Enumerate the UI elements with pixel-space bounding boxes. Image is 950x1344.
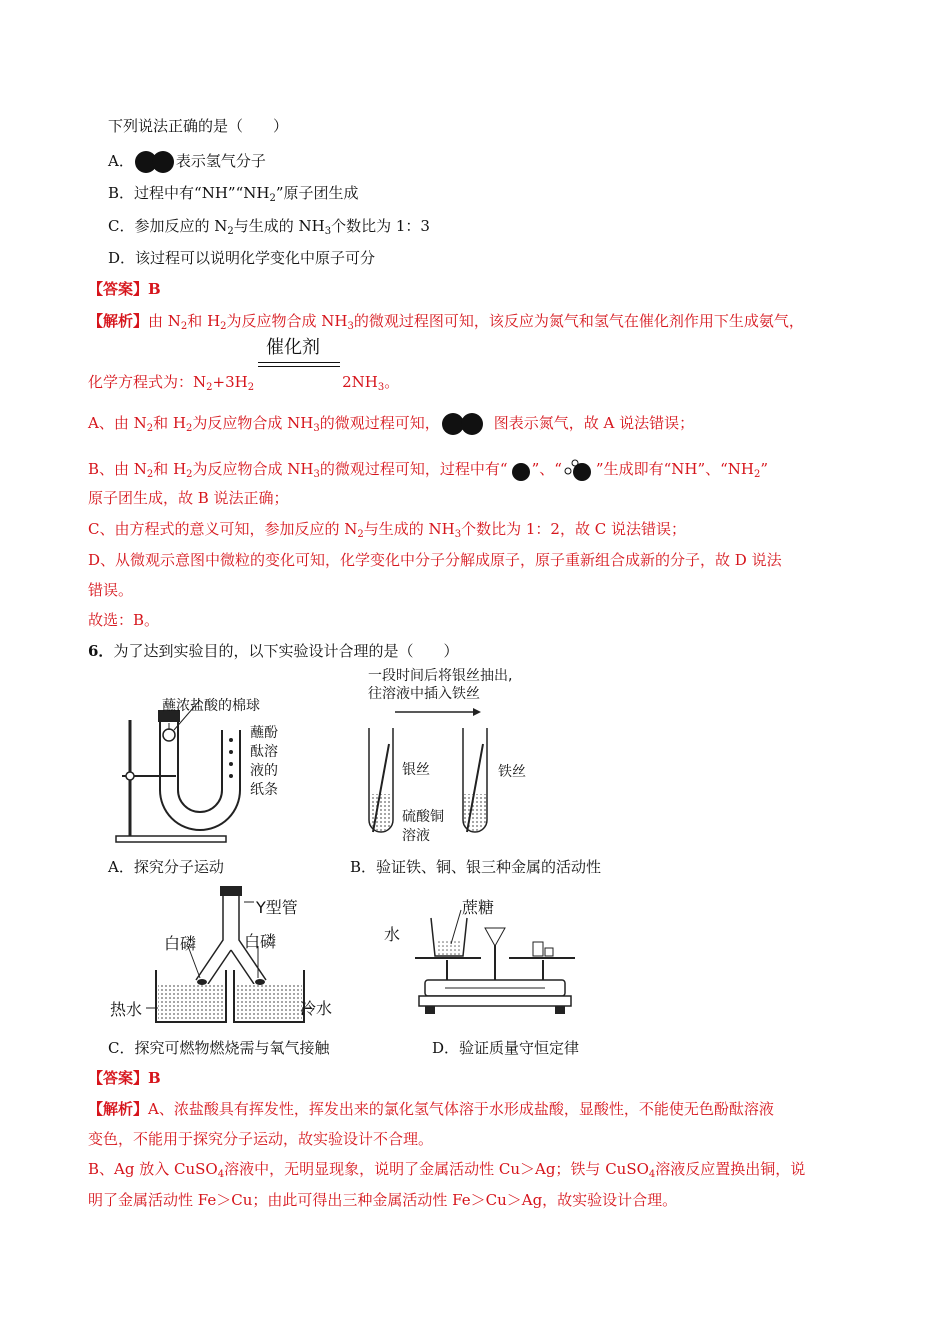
figure-d-balance xyxy=(405,900,585,1030)
catalyst-label: 催化剂 xyxy=(266,337,320,358)
q5-option-a: A． 表示氢气分子 xyxy=(108,149,266,175)
figure-b-label-silver: 银丝 xyxy=(402,762,430,778)
q6-explanation-a2: 变色，不能用于探究分子运动，故实验设计不合理。 xyxy=(88,1130,434,1148)
figure-c-label-phosphorus-2: 白磷 xyxy=(244,932,277,951)
q6-answer: 【答案】B xyxy=(88,1069,161,1087)
nitrogen-molecule-icon xyxy=(440,411,488,437)
figure-c-label-ytube: Y型管 xyxy=(256,898,298,917)
q5-explanation-b1: B、由 $N_2$和 $H_2$为反应物合成 $NH_3$的微观过程可知，过程中有“ ”、“ ”生成即有“NH”、“$NH_2$” xyxy=(88,457,768,483)
q6-explanation-b2: 明了金属活动性 Fe＞Cu；由此可得出三种金属活动性 Fe＞Cu＞Ag，故实验设计合理。 xyxy=(88,1191,678,1209)
q5-explanation-d1: D、从微观示意图中微粒的变化可知，化学变化中分子分解成原子，原子重新组合成新的分子，故 D 说法 xyxy=(88,551,782,569)
figure-d-label-sugar: 蔗糖 xyxy=(462,898,495,917)
q5-option-b: B．过程中有“$NH”“NH_2$”原子团生成 xyxy=(108,184,359,204)
figure-b-caption: B．验证铁、铜、银三种金属的活动性 xyxy=(350,858,602,876)
nh2-group-icon xyxy=(562,457,596,483)
figure-c-caption: C．探究可燃物燃烧需与氧气接触 xyxy=(108,1039,330,1057)
q5-explanation-d2: 错误。 xyxy=(88,581,134,599)
figure-b-label-iron: 铁丝 xyxy=(498,764,526,780)
q5-choice: 故选：B。 xyxy=(88,611,160,629)
figure-a-label-paper: 蘸酚 酞溶 液的 纸条 xyxy=(250,725,278,798)
figure-a-caption: A．探究分子运动 xyxy=(108,858,224,876)
q6-stem: 6．为了达到实验目的，以下实验设计合理的是（ ） xyxy=(88,642,459,660)
q5-equation: 化学方程式为：$N_2+3H_2$ $2NH_3$。 xyxy=(88,373,400,393)
hydrogen-molecule-icon xyxy=(134,149,176,175)
figure-b-label-solution: 硫酸铜 溶液 xyxy=(402,809,444,844)
equals-arrow xyxy=(258,362,340,368)
figure-b-arrow-text: 一段时间后将银丝抽出, 往溶液中插入铁丝 xyxy=(368,668,513,702)
q5-answer: 【答案】B xyxy=(88,280,161,298)
figure-d-caption: D．验证质量守恒定律 xyxy=(432,1039,580,1057)
q5-option-d: D．该过程可以说明化学变化中原子可分 xyxy=(108,249,376,267)
q5-stem: 下列说法正确的是（ ） xyxy=(108,117,289,135)
figure-c-label-phosphorus-1: 白磷 xyxy=(164,934,197,953)
q5-explanation-a: A、由 $N_2$和 $H_2$为反应物合成 $NH_3$的微观过程可知， 图表示氮气，故 A 说法错误； xyxy=(88,411,694,437)
figure-d-label-water: 水 xyxy=(384,925,401,944)
figure-c-label-cold-water: 冷水 xyxy=(300,999,333,1018)
figure-a-label-cotton: 蘸浓盐酸的棉球 xyxy=(162,698,260,714)
q5-explanation-line1: 【解析】由 $N_2$和 $H_2$为反应物合成 $NH_3$的微观过程图可知，该反应为氮气和氢气在催化剂作用下生成氨气， xyxy=(88,312,804,332)
nh-group-icon xyxy=(508,457,532,483)
q6-explanation-b1: B、Ag 放入 CuSO$_4$溶液中，无明显现象，说明了金属活动性 Cu＞Ag；铁与 CuSO$_4$溶液反应置换出铜，说 xyxy=(88,1160,806,1180)
q5-explanation-b2: 原子团生成，故 B 说法正确； xyxy=(88,489,289,507)
q5-option-c: C．参加反应的 $N_2$与生成的 $NH_3$个数比为 1：3 xyxy=(108,217,430,237)
q5-explanation-c: C、由方程式的意义可知，参加反应的 $N_2$与生成的 $NH_3$个数比为 1：2，故 C 说法错误； xyxy=(88,520,686,540)
q6-explanation-a1: 【解析】A、浓盐酸具有挥发性，挥发出来的氯化氢气体溶于水形成盐酸，显酸性，不能使无色酚酞溶液 xyxy=(88,1100,774,1118)
figure-c-label-hot-water: 热水 xyxy=(110,1000,143,1019)
